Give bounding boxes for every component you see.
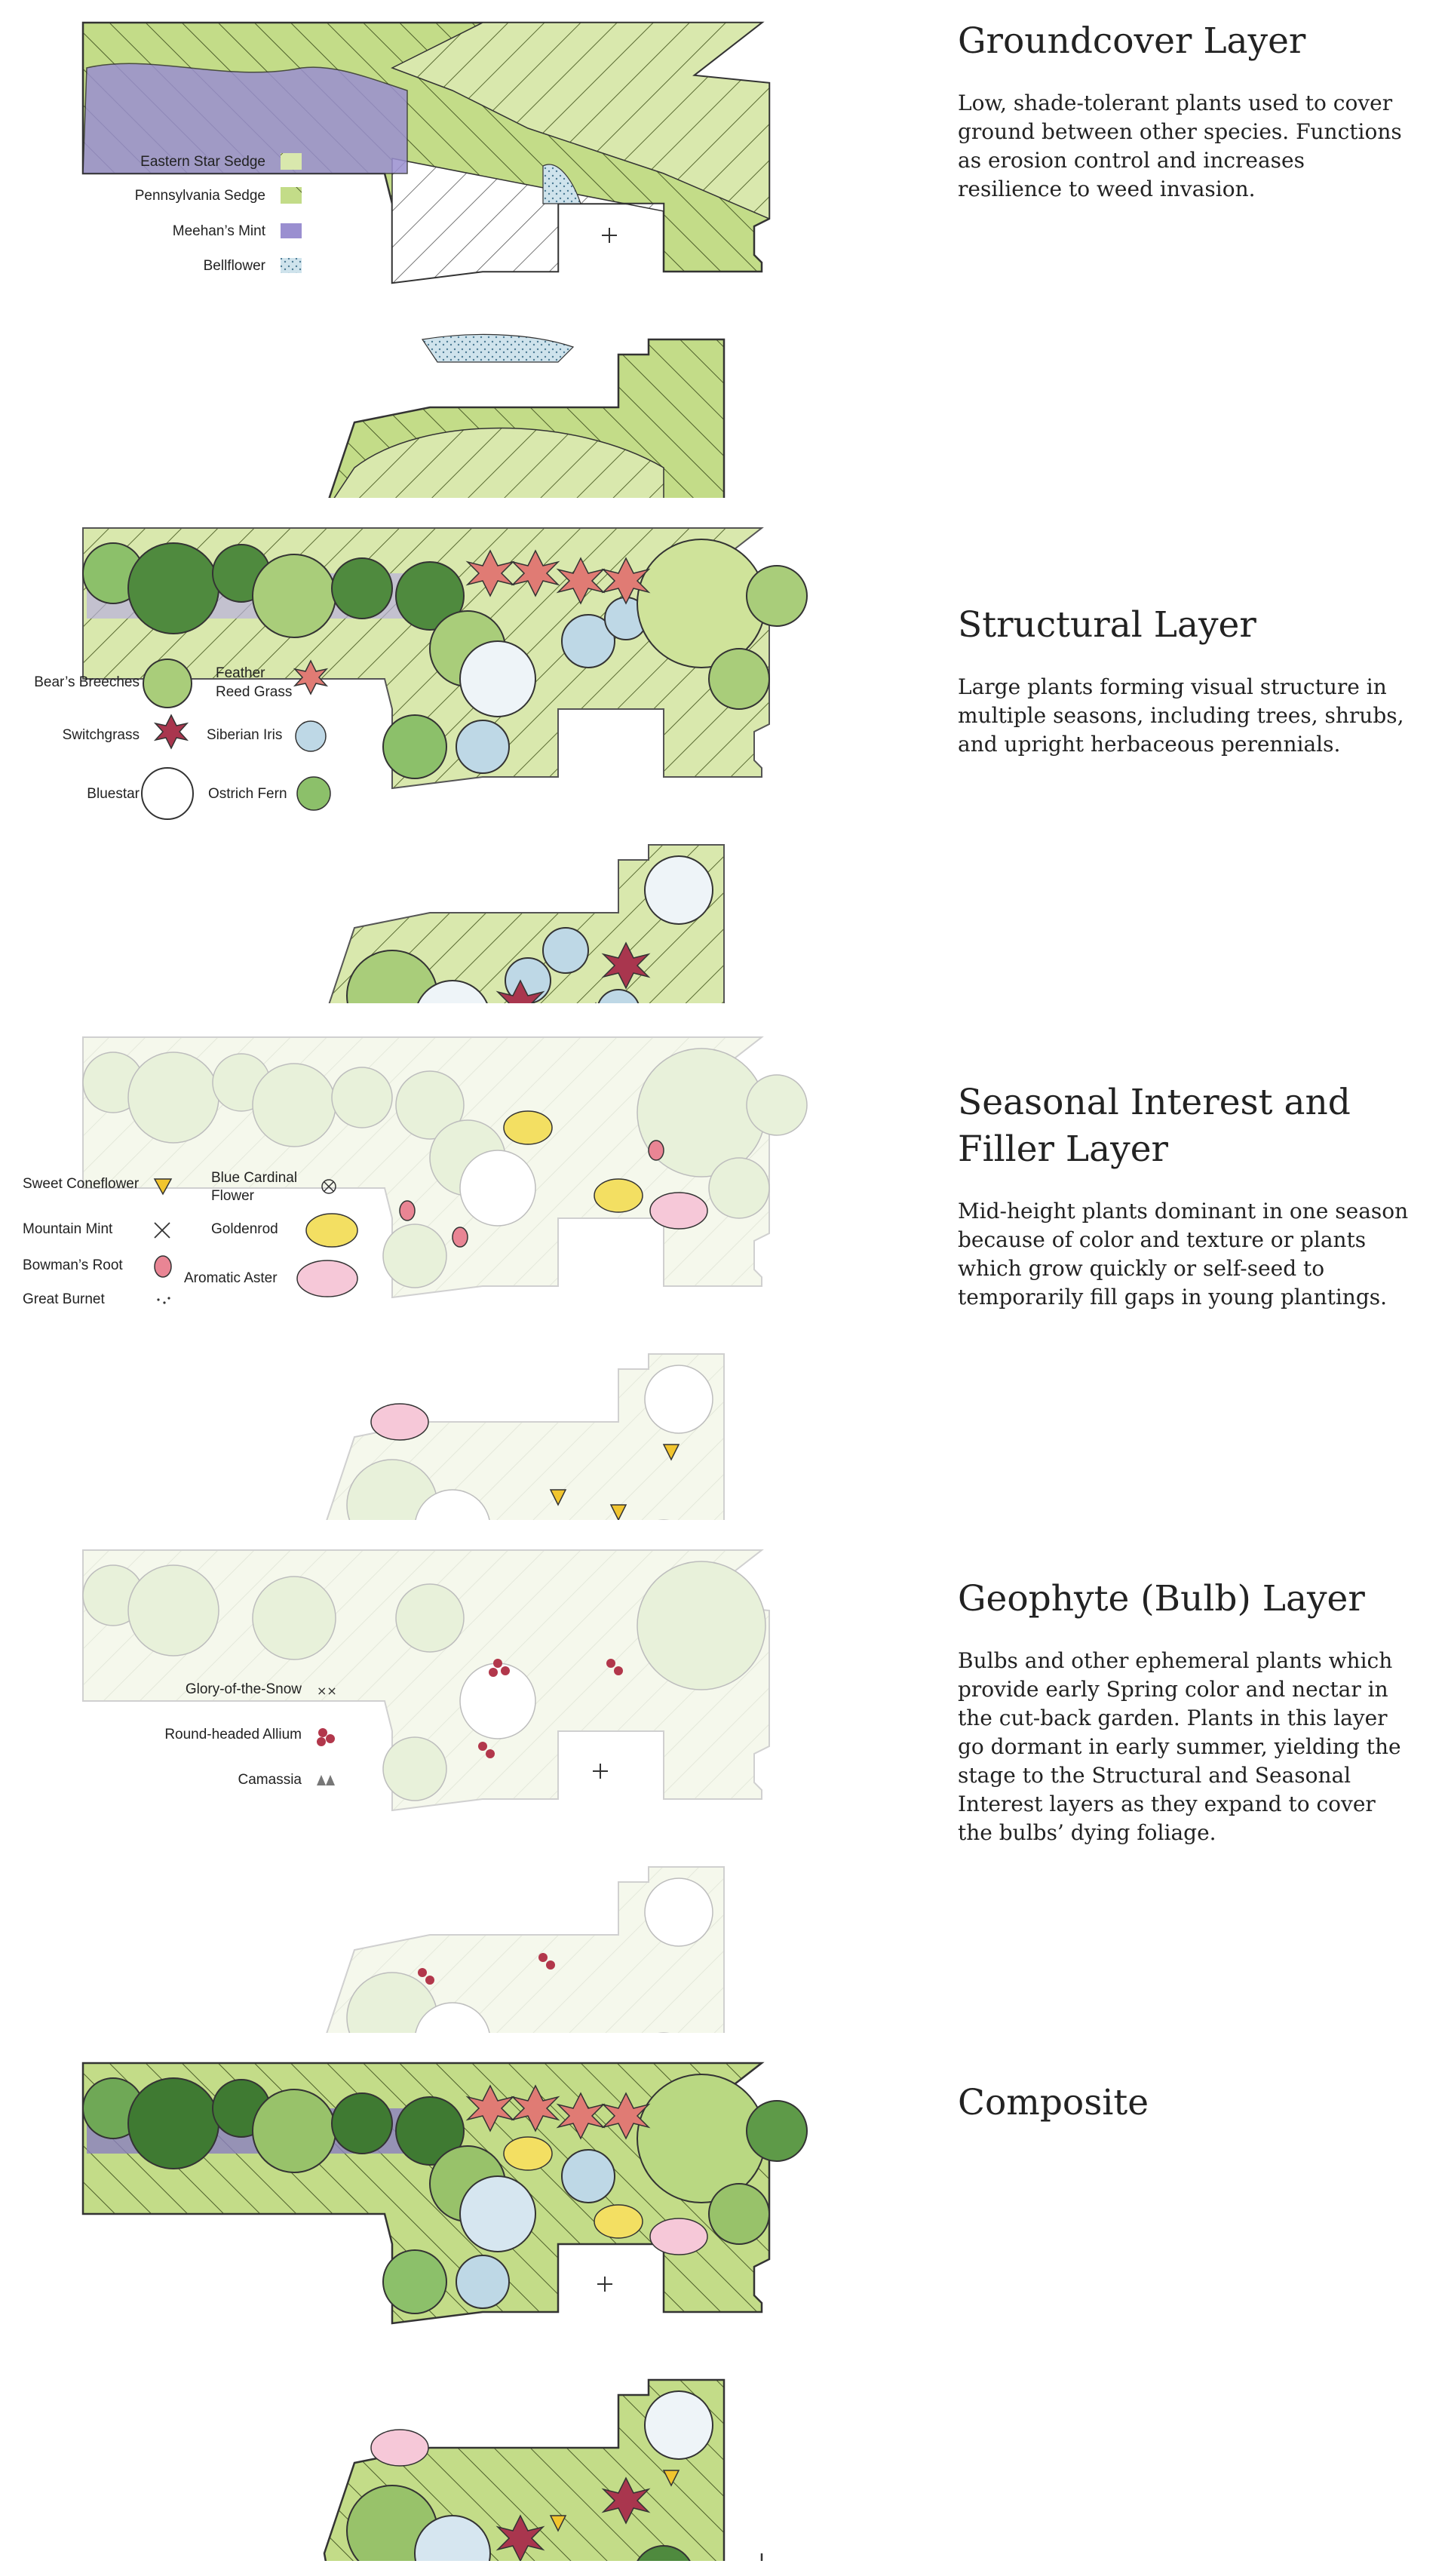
goldenrod-swatch [306,1214,357,1247]
round-headed-allium-swatch [317,1728,335,1746]
layer-description: Low, shade-tolerant plants used to cover ground between other species. Functions as erosion control and increases resilience to weed invasion. [958,91,1402,201]
legend-label: Glory-of-the-Snow [185,1681,302,1697]
aromatic-aster-swatch [297,1260,357,1297]
meehans-mint-swatch [281,223,302,238]
legend-label: Ostrich Fern [208,786,287,802]
legend-label: Siberian Iris [207,727,283,743]
ostrich-fern-swatch [297,777,330,810]
legend-label: Blue Cardinal [211,1170,298,1186]
mountain-mint-swatch [155,1223,170,1238]
eastern-star-sedge-swatch [281,153,302,170]
layer-description: Mid-height plants dominant in one season because of color and texture or plants which grow quickly or self-seed to temporarily fill gaps in young plantings. [958,1199,1409,1309]
bellflower-swatch [281,258,302,273]
legend-label: Mountain Mint [23,1221,113,1237]
legend-label: Switchgrass [62,727,140,743]
pennsylvania-sedge-swatch [281,187,302,204]
bowmans-root-swatch [155,1256,171,1277]
bluestar-swatch [142,768,193,819]
layer-description: Large plants forming visual structure in multiple seasons, including trees, shrubs, and upright herbaceous perennials. [958,674,1404,757]
structural-legend [34,659,330,819]
crosshair-icon [602,228,617,243]
geophyte-panel [0,1535,1448,2033]
layer-title: Structural Layer [958,604,1256,646]
composite-panel [0,2048,1448,2561]
seasonal-plan [0,1022,950,1520]
structural-panel [0,513,1448,1003]
legend-label: Bowman’s Root [23,1257,123,1273]
seasonal-panel [0,1022,1448,1520]
siberian-iris-swatch [296,721,326,751]
legend-label: Bellflower [203,258,265,274]
legend-label: Round-headed Allium [164,1727,302,1742]
crosshair-icon [593,1764,608,1779]
layer-title: Composite [958,2082,1149,2123]
legend-label: Goldenrod [211,1221,278,1237]
legend-label: Pennsylvania Sedge [134,188,265,204]
legend-label: Flower [211,1188,255,1204]
legend-label: Meehan’s Mint [172,223,265,239]
layer-description: Bulbs and other ephemeral plants which provide early Spring color and nectar in the cut-back garden. Plants in this layer go dormant in early summer, yielding the stage to the Structural and Seasonal Interest layers as they expand to cover the bulbs’ dying foliage. [958,1648,1401,1845]
crosshair-icon [597,2277,612,2292]
groundcover-plan [0,0,950,498]
legend-label: Great Burnet [23,1291,105,1307]
legend-label: Bear’s Breeches [34,674,140,690]
legend-label: Reed Grass [216,684,293,700]
layer-title: Seasonal Interest and Filler Layer [958,1082,1351,1170]
seasonal-legend [23,1170,357,1307]
legend-label: Eastern Star Sedge [140,154,265,170]
bears-breeches-swatch [143,659,192,708]
composite-plan [0,2048,950,2561]
groundcover-panel [0,0,1448,498]
layer-title: Geophyte (Bulb) Layer [958,1578,1365,1620]
legend-label: Aromatic Aster [184,1270,278,1286]
glory-of-the-snow-swatch: ×× [317,1684,337,1698]
legend-label: Bluestar [87,786,140,802]
legend-label: Feather [216,665,265,681]
layer-title: Groundcover Layer [958,20,1306,62]
switchgrass-swatch [155,715,187,748]
structural-plan [0,513,950,1003]
camassia-swatch [317,1775,335,1785]
geophyte-plan [0,1535,950,2033]
legend-label: Camassia [238,1772,302,1788]
great-burnet-swatch [157,1297,170,1303]
legend-label: Sweet Coneflower [23,1176,140,1192]
